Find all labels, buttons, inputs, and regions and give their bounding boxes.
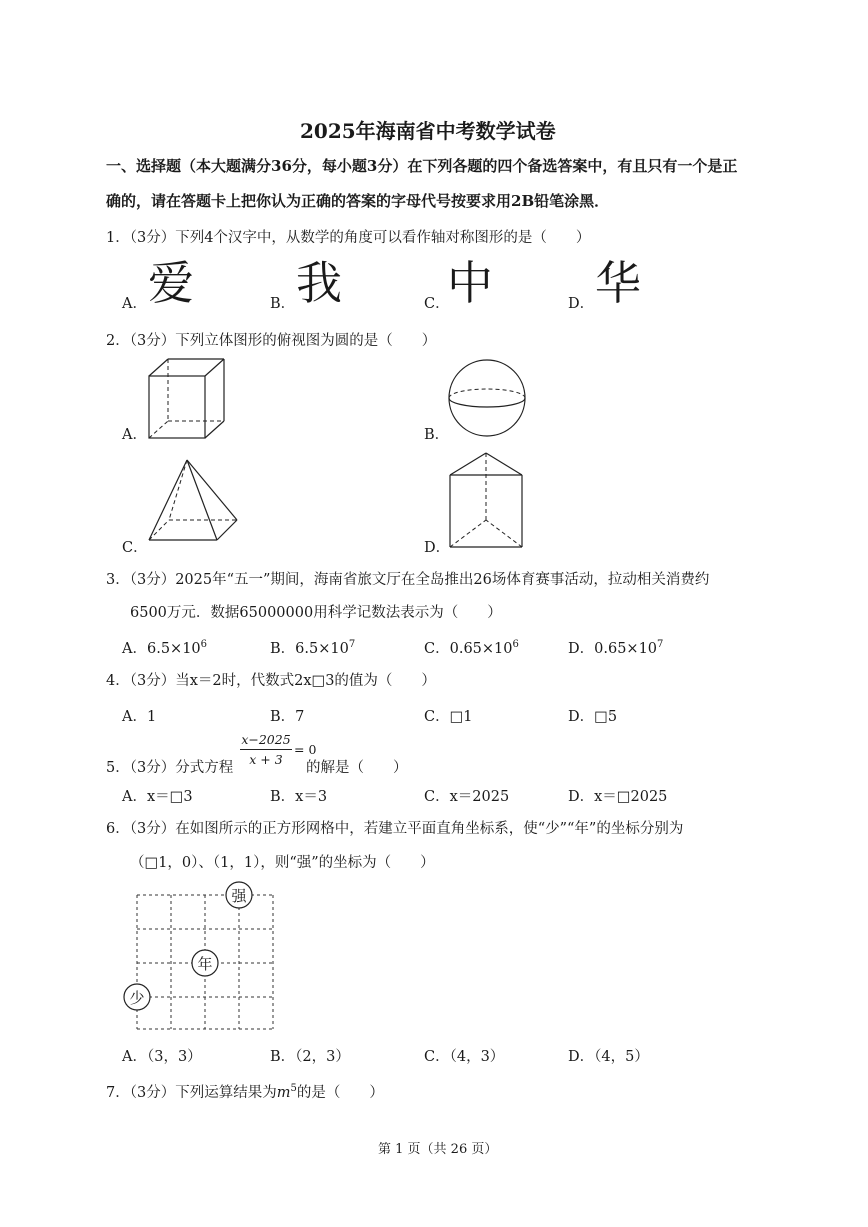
q4-option-d: D．□5 xyxy=(568,709,618,725)
grid-label-shao xyxy=(124,984,150,1010)
q2-option-b-label: B． xyxy=(424,427,450,443)
q6-option-d: D．（4，5） xyxy=(568,1049,649,1065)
q1-option-c-label: C． xyxy=(424,296,450,312)
grid-label-qiang xyxy=(226,882,252,908)
q4-stem: 4．（3分）当x＝2时，代数式2x□3的值为（ ） xyxy=(106,673,436,689)
q3-option-a: A．$6.5\times 10^6$ xyxy=(122,639,208,657)
q3-option-b: B．$6.5\times 10^7$ xyxy=(270,639,356,657)
q3-stem-line2: 6500万元．数据65000000用科学记数法表示为（ ） xyxy=(130,605,502,621)
q1-stem: 1．（3分）下列4个汉字中，从数学的角度可以看作轴对称图形的是（ ） xyxy=(106,230,591,246)
q6-option-b: B．（2，3） xyxy=(270,1049,350,1065)
pyramid-icon xyxy=(145,456,241,548)
q1-option-a-char: 爱 xyxy=(148,256,194,310)
page-title: 2025年海南省中考数学试卷 xyxy=(300,119,556,143)
grid-label-shao-text: 少 xyxy=(129,989,145,1007)
q5-rhs: = 0 xyxy=(294,742,317,757)
q1-option-b-char: 我 xyxy=(296,256,342,310)
q2-option-d-label: D． xyxy=(424,540,451,556)
q5-stem-post: 的解是（ ） xyxy=(306,760,408,776)
coordinate-grid-diagram xyxy=(118,878,283,1033)
q5-denominator: x + 3 xyxy=(249,752,283,767)
q6-stem-line1: 6．（3分）在如图所示的正方形网格中，若建立平面直角坐标系，使“少”“年”的坐标分别为 xyxy=(106,821,684,837)
section-instruction-line2: 确的，请在答题卡上把你认为正确的答案的字母代号按要求用2B铅笔涂黑． xyxy=(106,192,610,210)
grid-label-nian-text: 年 xyxy=(197,955,213,973)
cube-icon xyxy=(145,355,230,445)
q5-numerator: x−2025 xyxy=(241,732,291,747)
grid-label-nian xyxy=(192,950,218,976)
q1-option-c-char: 中 xyxy=(447,256,493,310)
q1-option-d-char: 华 xyxy=(595,256,641,310)
q5-option-b: B．x＝3 xyxy=(270,789,328,805)
q2-option-c-label: C． xyxy=(122,540,148,556)
q3-option-c: C．$0.65\times 10^6$ xyxy=(424,639,519,657)
q4-option-c: C．□1 xyxy=(424,709,473,725)
q6-stem-line2: （□1，0）、（1，1），则“强”的坐标为（ ） xyxy=(130,855,435,871)
q5-stem-pre: 5．（3分）分式方程 xyxy=(106,760,234,776)
sphere-icon xyxy=(445,356,529,440)
q5-fraction-bar xyxy=(240,749,292,750)
q1-option-b-label: B． xyxy=(270,296,296,312)
q3-stem-line1: 3．（3分）2025年“五一”期间，海南省旅文厅在全岛推出26场体育赛事活动，拉动相关消费约 xyxy=(106,572,710,588)
q6-option-c: C．（4，3） xyxy=(424,1049,505,1065)
q4-option-b: B．7 xyxy=(270,709,305,725)
prism-icon xyxy=(446,450,526,550)
q5-option-a: A．x＝□3 xyxy=(122,789,193,805)
q5-option-c: C．x＝2025 xyxy=(424,789,510,805)
q2-stem: 2．（3分）下列立体图形的俯视图为圆的是（ ） xyxy=(106,333,437,349)
grid-label-qiang-text: 强 xyxy=(231,887,247,905)
q3-option-d: D．$0.65\times 10^7$ xyxy=(568,639,664,657)
q7-stem: 7．（3分）下列运算结果为$m^5$的是（ ） xyxy=(106,1083,384,1101)
q5-option-d: D．x＝□2025 xyxy=(568,789,668,805)
q1-option-d-label: D． xyxy=(568,296,595,312)
q1-option-a-label: A． xyxy=(122,296,147,312)
q2-option-a-label: A． xyxy=(122,427,147,443)
q6-option-a: A．（3，3） xyxy=(122,1049,202,1065)
page-footer: 第 1 页（共 26 页） xyxy=(378,1142,498,1157)
q4-option-a: A．1 xyxy=(122,709,157,725)
section-instruction-line1: 一、选择题（本大题满分36分，每小题3分）在下列各题的四个备选答案中，有且只有一个是正 xyxy=(106,157,738,175)
